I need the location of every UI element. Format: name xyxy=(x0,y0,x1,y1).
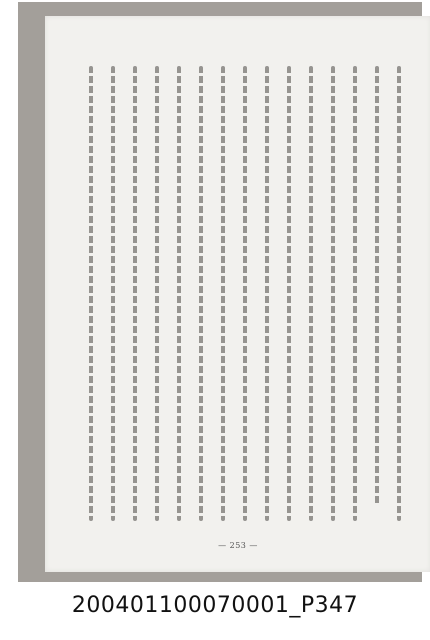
text-line-placeholder xyxy=(353,66,357,521)
text-line-placeholder xyxy=(199,66,203,521)
scanned-page-frame xyxy=(18,2,422,582)
text-line-placeholder xyxy=(111,66,115,521)
text-line-placeholder xyxy=(331,66,335,521)
text-line-placeholder xyxy=(155,66,159,521)
text-line-placeholder xyxy=(177,66,181,521)
text-line-placeholder xyxy=(243,66,247,521)
vertical-text-block xyxy=(45,16,430,572)
document-page xyxy=(45,16,430,572)
text-line-placeholder xyxy=(221,66,225,521)
page-number: — 253 — xyxy=(218,541,258,550)
image-caption: 200401100070001_P347 xyxy=(71,593,359,618)
text-line-placeholder xyxy=(375,66,379,506)
text-line-placeholder xyxy=(397,66,401,521)
text-line-placeholder xyxy=(265,66,269,521)
text-line-placeholder xyxy=(287,66,291,521)
text-line-placeholder xyxy=(309,66,313,521)
text-line-placeholder xyxy=(133,66,137,521)
text-line-placeholder xyxy=(89,66,93,521)
